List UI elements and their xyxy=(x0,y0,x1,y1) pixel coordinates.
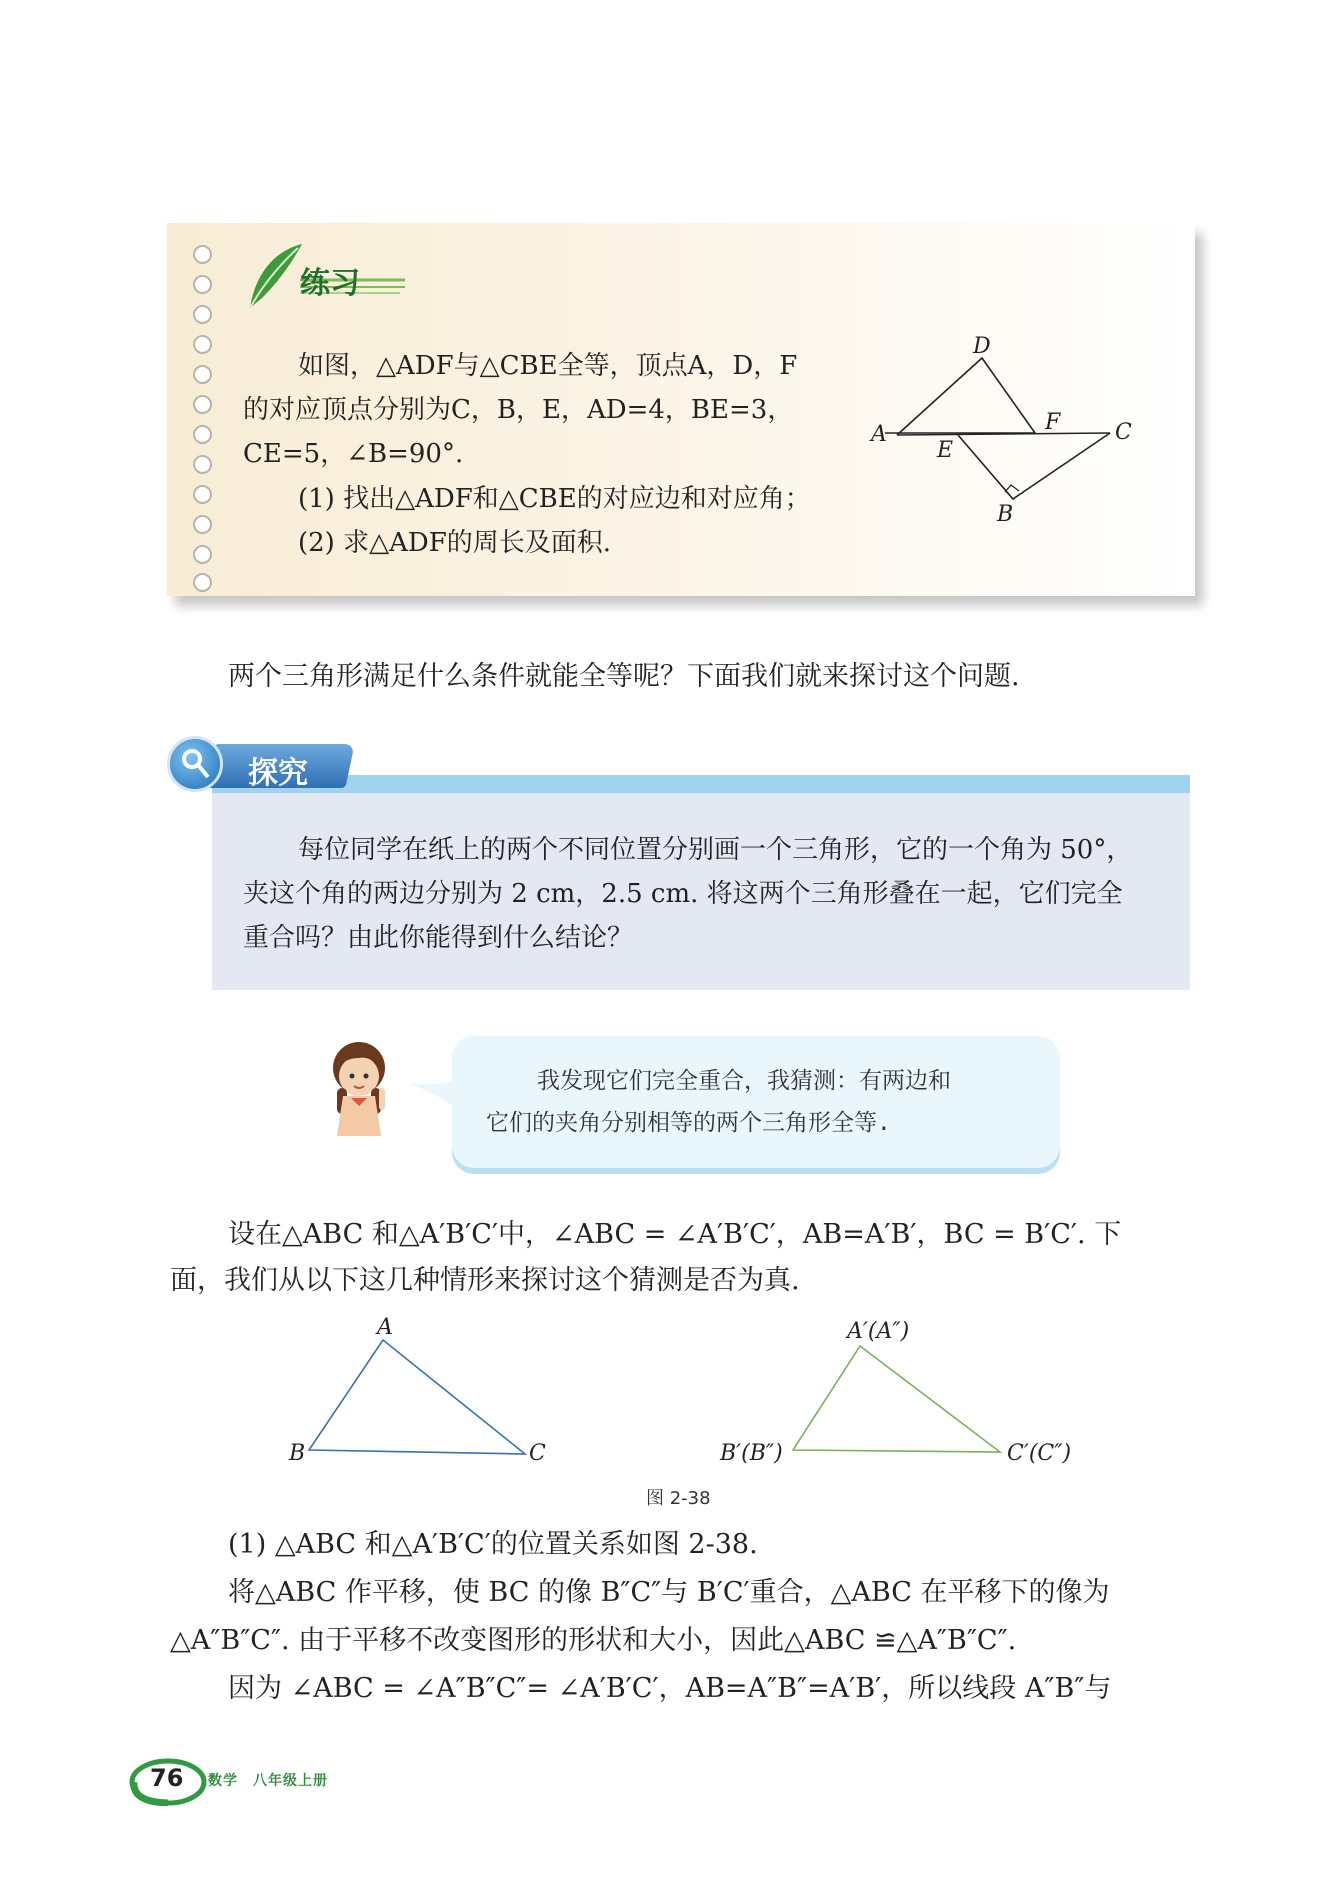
intro-paragraph: 两个三角形满足什么条件就能全等呢？下面我们就来探讨这个问题. xyxy=(228,661,1020,692)
exercise-problem-line: 如图，△ADF与△CBE全等，顶点A，D，F xyxy=(298,351,798,381)
label-b-prime: B′(B″) xyxy=(720,1441,783,1466)
label-a-prime: A′(A″) xyxy=(847,1319,910,1344)
label-b: B xyxy=(997,502,1014,527)
binder-ring-icon xyxy=(193,245,212,264)
girl-avatar xyxy=(325,1038,405,1138)
binder-ring-icon xyxy=(193,455,212,474)
body-paragraph-line: (1) △ABC 和△A′B′C′的位置关系如图 2-38. xyxy=(228,1529,758,1560)
exercise-title: 练习 xyxy=(300,266,360,301)
body-paragraph-line: 设在△ABC 和△A′B′C′中，∠ABC = ∠A′B′C′，AB=A′B′，BC = B′C′. 下 xyxy=(228,1219,1122,1250)
speech-bubble-tail xyxy=(410,1076,460,1116)
binder-ring-icon xyxy=(193,515,212,534)
body-paragraph-line: 将△ABC 作平移，使 BC 的像 B″C″与 B′C′重合，△ABC 在平移下的像为 xyxy=(228,1577,1110,1608)
speech-text-line: 它们的夹角分别相等的两个三角形全等. xyxy=(486,1110,891,1136)
label-c: C xyxy=(1115,420,1132,445)
footer-book-title: 数学 八年级上册 xyxy=(208,1773,328,1789)
explore-label: 探究 xyxy=(248,756,308,791)
exercise-question-1: (1) 找出△ADF和△CBE的对应边和对应角； xyxy=(298,484,811,514)
exercise-problem-line: CE=5，∠B=90°. xyxy=(243,439,464,469)
exercise-question-2: (2) 求△ADF的周长及面积. xyxy=(298,528,612,558)
label-c-prime: C′(C″) xyxy=(1007,1441,1072,1466)
figure-caption: 图 2-38 xyxy=(646,1488,711,1509)
triangle-abc xyxy=(309,1340,525,1454)
label-f: F xyxy=(1045,410,1061,435)
triangle-adf xyxy=(885,358,1035,435)
binder-ring-icon xyxy=(193,485,212,504)
page-number: 76 xyxy=(150,1764,184,1792)
label-a: A xyxy=(871,422,887,447)
explore-text-line: 重合吗？由此你能得到什么结论？ xyxy=(243,923,634,953)
binder-ring-icon xyxy=(193,395,212,414)
triangle-cbe xyxy=(958,433,1110,499)
speech-text-line: 我发现它们完全重合，我猜测：有两边和 xyxy=(537,1068,951,1094)
triangle-a-prime-b-prime-c-prime xyxy=(793,1346,1000,1452)
binder-ring-icon xyxy=(193,275,212,294)
figure-2-38 xyxy=(285,1310,1085,1470)
body-paragraph-line: 面，我们从以下这几种情形来探讨这个猜测是否为真. xyxy=(170,1265,800,1296)
label-c: C xyxy=(529,1441,546,1466)
binder-ring-icon xyxy=(193,573,212,592)
binder-ring-icon xyxy=(193,335,212,354)
explore-header-bar xyxy=(212,775,1190,793)
exercise-figure xyxy=(865,335,1145,530)
body-paragraph-line: △A″B″C″. 由于平移不改变图形的形状和大小，因此△ABC ≌△A″B″C″. xyxy=(170,1625,1017,1656)
explore-text-line: 夹这个角的两边分别为 2 cm，2.5 cm. 将这两个三角形叠在一起，它们完全 xyxy=(243,879,1123,909)
label-d: D xyxy=(973,335,991,359)
binder-ring-icon xyxy=(193,545,212,564)
binder-ring-icon xyxy=(193,305,212,324)
label-b: B xyxy=(289,1441,306,1466)
binder-ring-icon xyxy=(193,425,212,444)
binder-ring-icon xyxy=(193,365,212,384)
label-a: A xyxy=(377,1315,393,1340)
key-icon xyxy=(167,736,223,792)
explore-text-line: 每位同学在纸上的两个不同位置分别画一个三角形，它的一个角为 50°， xyxy=(298,835,1133,865)
exercise-problem-line: 的对应顶点分别为C，B，E，AD=4，BE=3， xyxy=(243,395,794,425)
label-e: E xyxy=(937,438,954,463)
body-paragraph-line: 因为 ∠ABC = ∠A″B″C″= ∠A′B′C′，AB=A″B″=A′B′，所以线段 A″B″与 xyxy=(228,1673,1112,1704)
